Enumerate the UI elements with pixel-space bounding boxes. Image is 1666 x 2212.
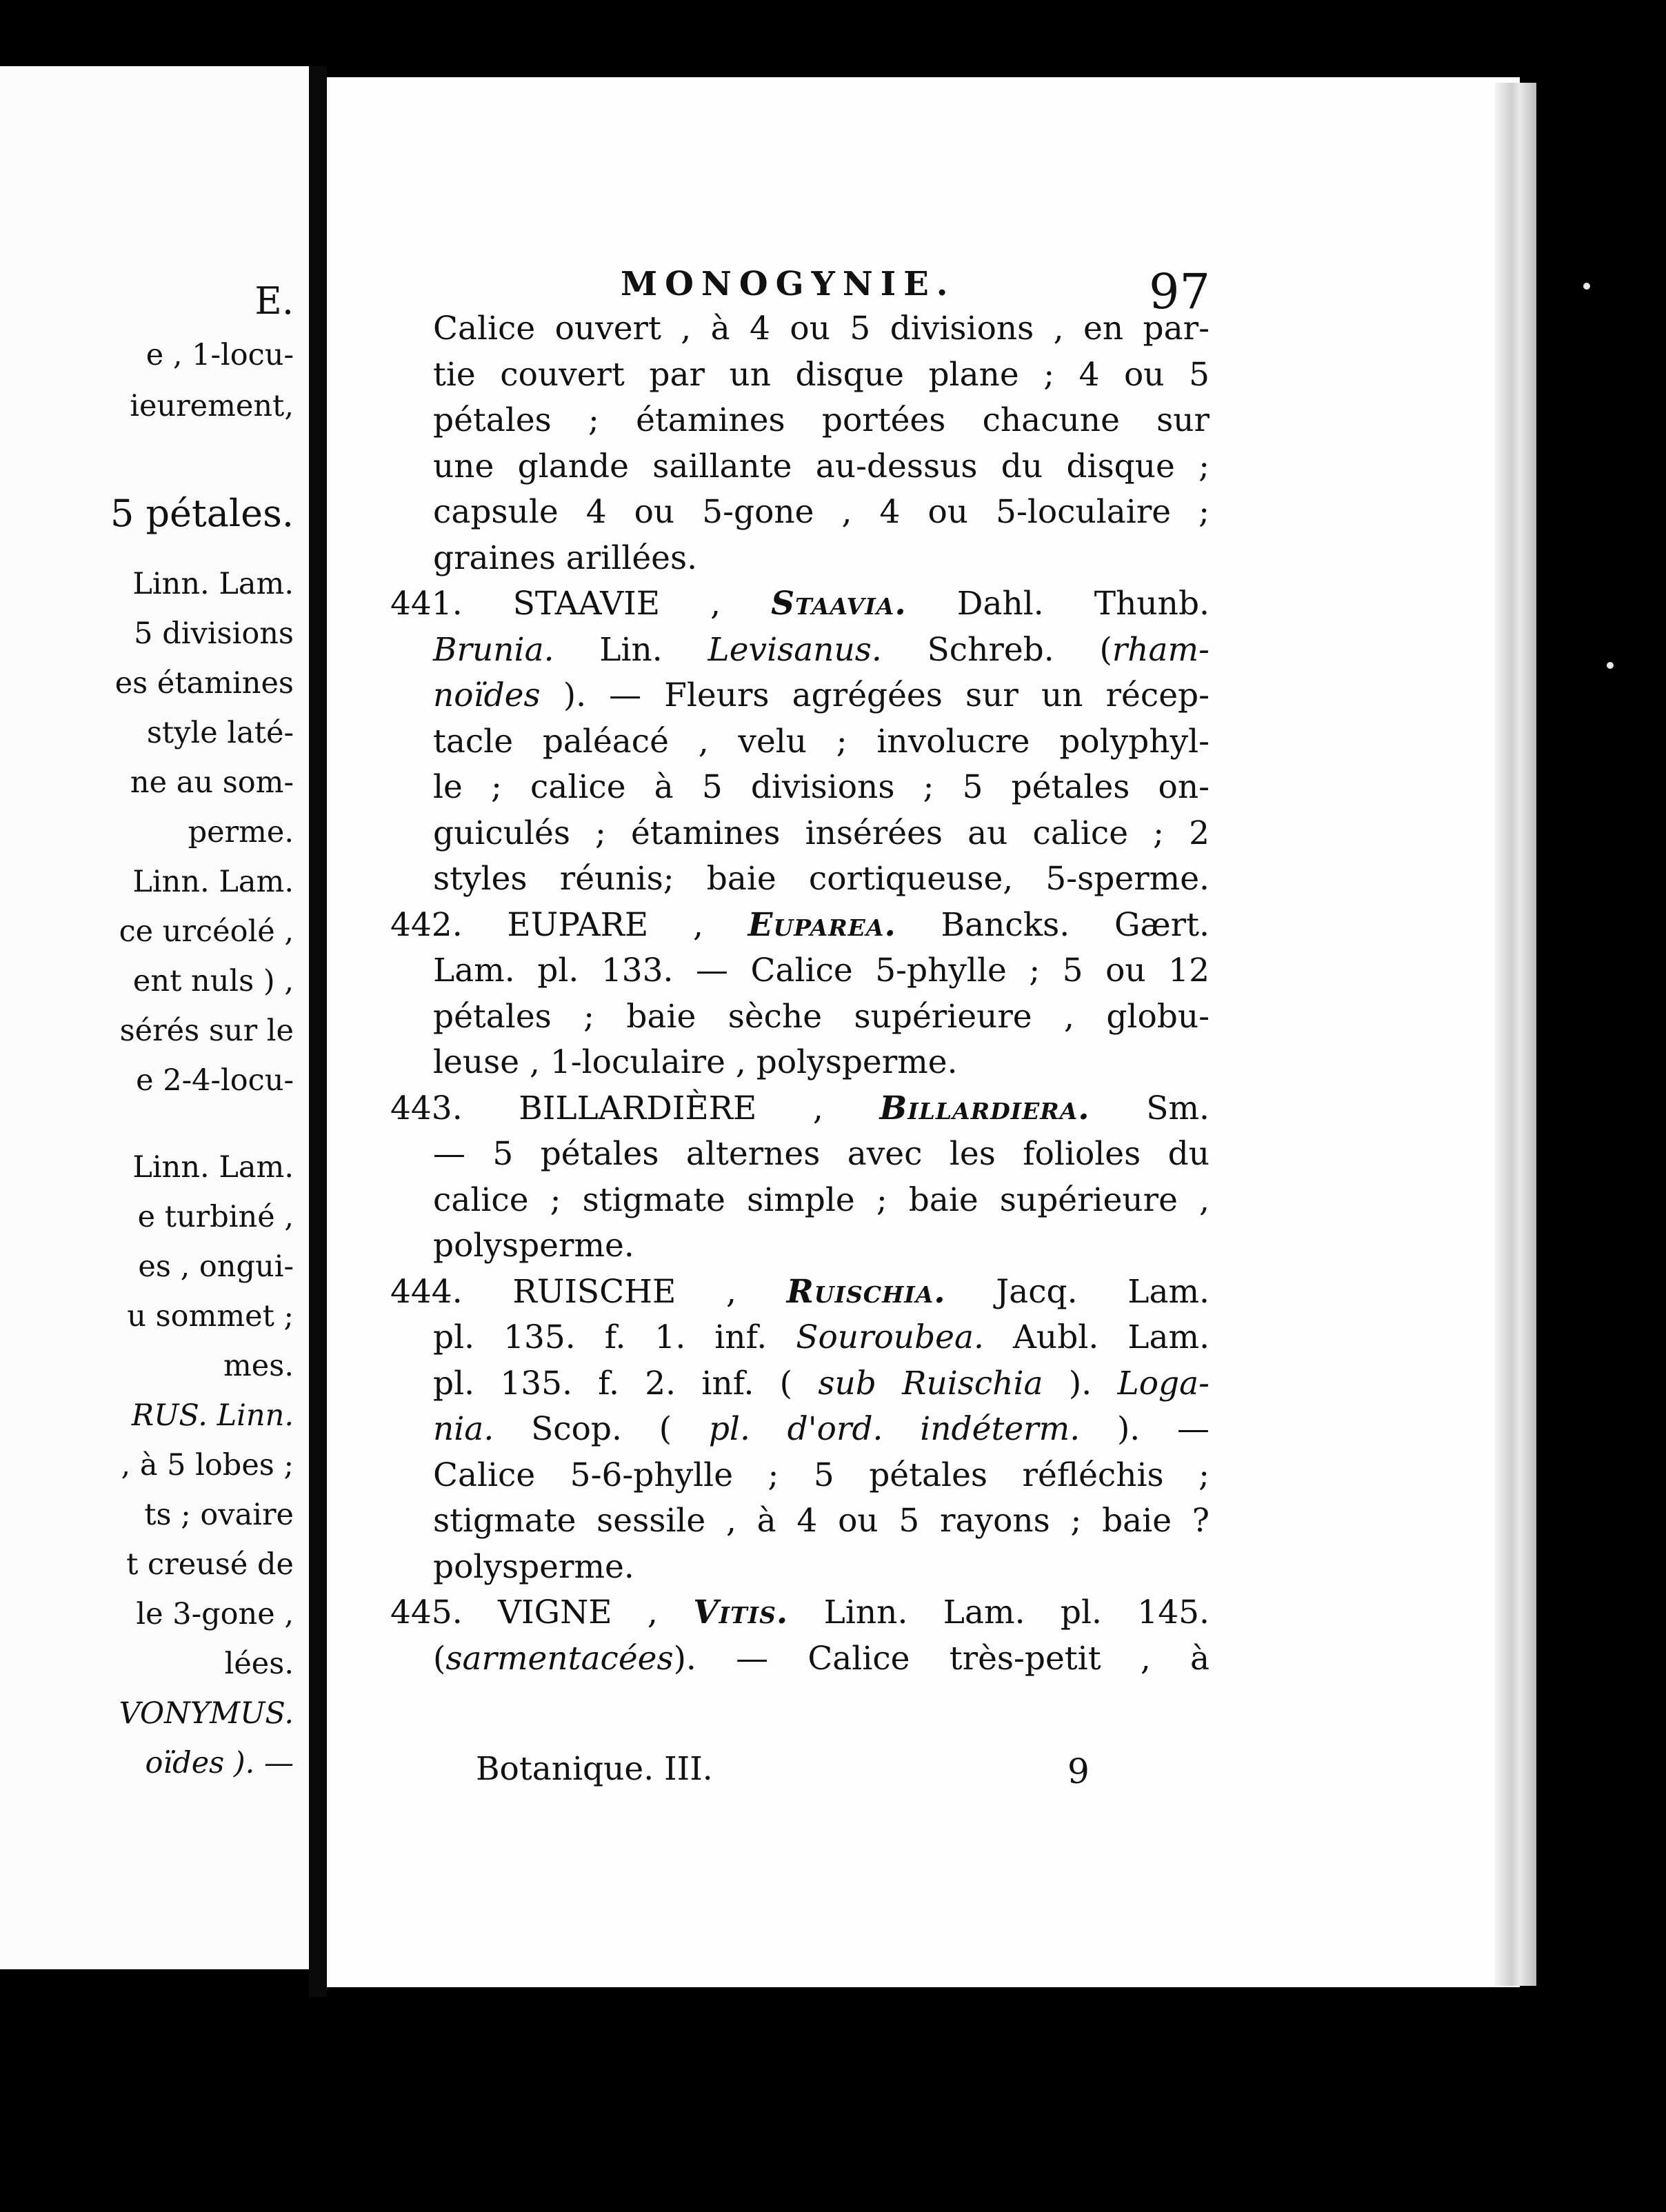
left-line: es , ongui- xyxy=(138,1249,294,1284)
left-line: ce urcéolé , xyxy=(119,914,294,949)
entry-444-heading: 444. RUISCHE , Ruischia. Jacq. Lam. xyxy=(390,1272,1210,1311)
left-line: mes. xyxy=(223,1349,294,1383)
entry-442-heading: 442. EUPARE , Euparea. Bancks. Gært. xyxy=(390,905,1210,944)
left-line: lées. xyxy=(224,1647,294,1681)
text-line: nia. Scop. ( pl. d'ord. indéterm. ). — xyxy=(433,1410,1210,1448)
left-line: style laté- xyxy=(146,716,294,750)
speck xyxy=(1583,283,1590,290)
text-line: pl. 135. f. 1. inf. Souroubea. Aubl. Lam. xyxy=(433,1318,1210,1356)
left-line: e , 1-locu- xyxy=(145,338,294,372)
entry-445-heading: 445. VIGNE , Vitis. Linn. Lam. pl. 145. xyxy=(390,1593,1210,1631)
text-line: calice ; stigmate simple ; baie supérieure , xyxy=(433,1180,1210,1219)
entry-441-heading: 441. STAAVIE , Staavia. Dahl. Thunb. xyxy=(390,585,1210,623)
text-line: graines arillées. xyxy=(433,539,698,577)
left-line: Linn. Lam. xyxy=(132,567,294,601)
text-line: capsule 4 ou 5-gone , 4 ou 5-loculaire ; xyxy=(433,493,1210,531)
text-line: Brunia. Lin. Levisanus. Schreb. (rham- xyxy=(433,630,1210,669)
signature-mark: 9 xyxy=(1067,1751,1090,1791)
page-edge xyxy=(1495,83,1536,1986)
text-line: stigmate sessile , à 4 ou 5 rayons ; baie ? xyxy=(433,1502,1210,1540)
previous-page-fragment xyxy=(0,66,309,1969)
left-line: le 3-gone , xyxy=(136,1597,294,1631)
text-line: leuse , 1-loculaire , polysperme. xyxy=(433,1043,958,1081)
left-line: E. xyxy=(254,279,294,323)
left-line: ts ; ovaire xyxy=(144,1498,294,1532)
footer-signature-line: Botanique. III. xyxy=(476,1750,713,1788)
left-line: 5 divisions xyxy=(134,616,294,651)
left-line: t creusé de xyxy=(126,1547,294,1582)
text-line: le ; calice à 5 divisions ; 5 pétales on- xyxy=(433,768,1210,806)
text-line: Calice ouvert , à 4 ou 5 divisions , en par- xyxy=(433,310,1210,348)
left-line: Linn. Lam. xyxy=(132,865,294,899)
left-line: e turbiné , xyxy=(137,1200,294,1234)
text-line: Lam. pl. 133. — Calice 5-phylle ; 5 ou 12 xyxy=(433,952,1210,989)
running-header: MONOGYNIE. xyxy=(621,265,956,303)
text-line: noïdes ). — Fleurs agrégées sur un récep- xyxy=(433,676,1210,714)
left-line: oïdes ). — xyxy=(145,1746,294,1780)
text-line: — 5 pétales alternes avec les folioles du xyxy=(433,1135,1210,1173)
text-line: guiculés ; étamines insérées au calice ; 2 xyxy=(433,814,1210,852)
left-line: VONYMUS. xyxy=(119,1696,294,1731)
text-line: polysperme. xyxy=(433,1227,634,1265)
text-line: styles réunis; baie cortiqueuse, 5-sperme. xyxy=(433,860,1210,898)
left-line: es étamines xyxy=(114,666,294,701)
left-line: Linn. Lam. xyxy=(132,1150,294,1185)
left-line: ne au som- xyxy=(130,765,294,800)
left-line: 5 pétales. xyxy=(110,492,294,535)
text-line: tie couvert par un disque plane ; 4 ou 5 xyxy=(433,355,1210,394)
left-line: perme. xyxy=(188,815,294,849)
text-line: pétales ; étamines portées chacune sur xyxy=(433,401,1210,439)
left-line: , à 5 lobes ; xyxy=(121,1448,294,1482)
text-line: pétales ; baie sèche supérieure , globu- xyxy=(433,997,1210,1036)
entry-443-heading: 443. BILLARDIÈRE , Billardiera. Sm. xyxy=(390,1089,1210,1127)
text-line: tacle paléacé , velu ; involucre polyphyl- xyxy=(433,722,1210,761)
left-line: e 2-4-locu- xyxy=(136,1063,294,1098)
left-line: ieurement, xyxy=(130,389,294,423)
page-text xyxy=(390,306,1210,1682)
text-line: (sarmentacées). — Calice très-petit , à xyxy=(433,1639,1210,1678)
text-line: pl. 135. f. 2. inf. ( sub Ruischia ). Loga- xyxy=(433,1364,1210,1402)
text-line: Calice 5-6-phylle ; 5 pétales réfléchis ; xyxy=(433,1456,1210,1494)
left-line: u sommet ; xyxy=(127,1299,294,1334)
page-number: 97 xyxy=(1149,263,1211,320)
speck xyxy=(1607,662,1614,669)
left-line: ent nuls ) , xyxy=(132,964,294,998)
left-line: sérés sur le xyxy=(119,1014,294,1048)
book-gutter xyxy=(309,66,327,1997)
text-line: polysperme. xyxy=(433,1547,634,1586)
text-line: une glande saillante au-dessus du disque ; xyxy=(433,447,1210,485)
left-line: RUS. Linn. xyxy=(131,1398,294,1433)
